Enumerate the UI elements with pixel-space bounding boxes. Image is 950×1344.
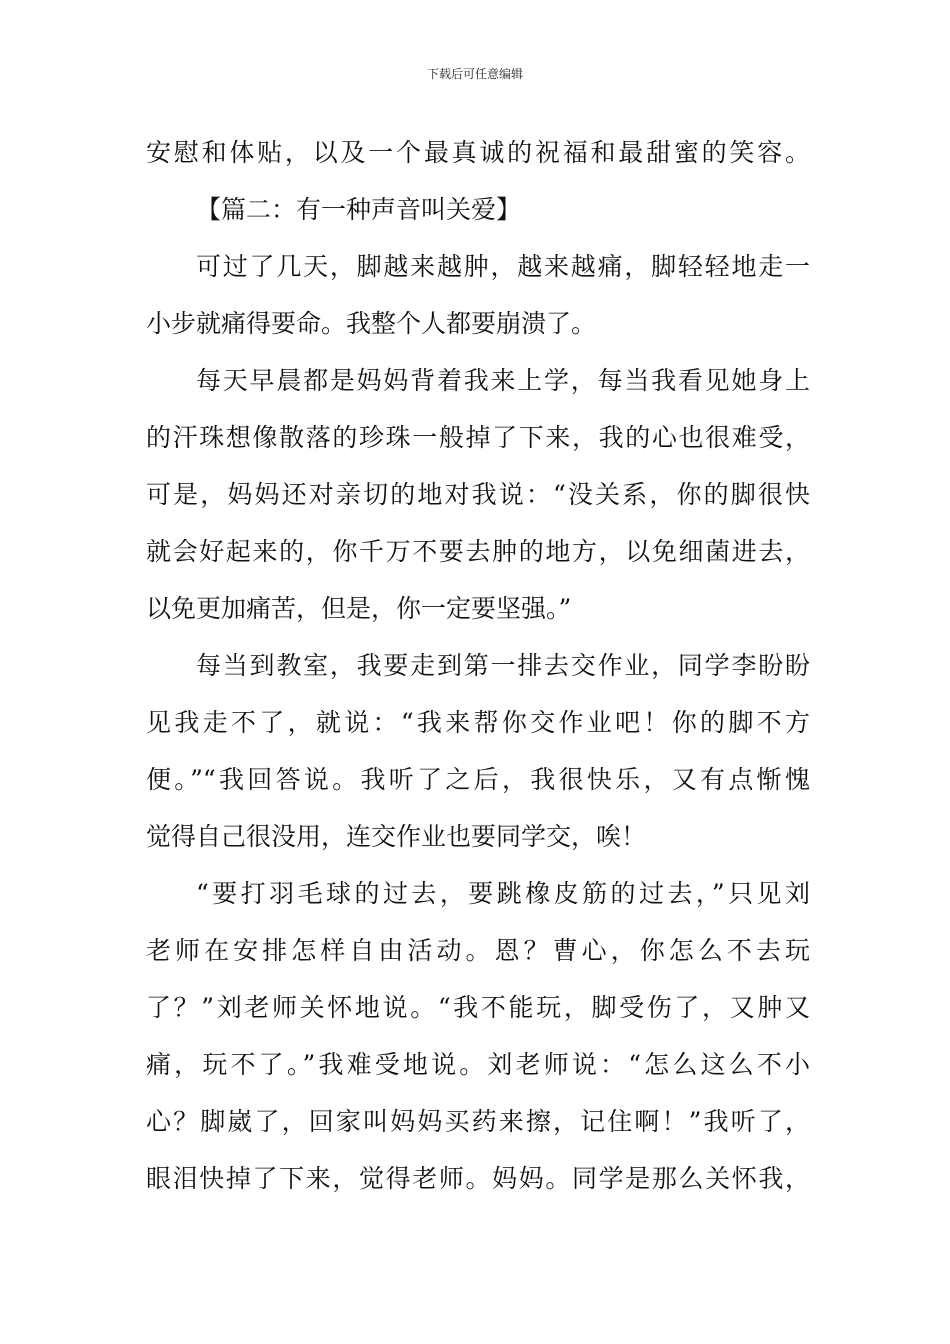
document-body	[146, 124, 810, 1207]
paragraph-line: 便。”“我回答说。我听了之后，我很快乐，又有点惭愧	[146, 765, 810, 794]
paragraph-line: 了？”刘老师关怀地说。“我不能玩，脚受伤了，又肿又	[146, 993, 810, 1022]
paragraph-line: 可过了几天，脚越来越肿，越来越痛，脚轻轻地走一	[196, 252, 810, 281]
paragraph-line: 可是，妈妈还对亲切的地对我说：“没关系，你的脚很快	[146, 480, 810, 509]
paragraph-line: 觉得自己很没用，连交作业也要同学交，唉！	[146, 822, 647, 851]
paragraph-line: 老师在安排怎样自由活动。恩？曹心，你怎么不去玩	[146, 936, 810, 965]
paragraph-line: 见我走不了，就说：“我来帮你交作业吧！你的脚不方	[146, 708, 810, 737]
paragraph-line: 每天早晨都是妈妈背着我来上学，每当我看见她身上	[196, 366, 810, 395]
paragraph-line: 的汗珠想像散落的珍珠一般掉了下来，我的心也很难受，	[146, 423, 810, 452]
paragraph-line: 就会好起来的，你千万不要去肿的地方，以免细菌进去，	[146, 537, 810, 566]
paragraph-line: “要打羽毛球的过去，要跳橡皮筋的过去，”只见刘	[196, 879, 810, 908]
section-heading: 【篇二：有一种声音叫关爱】	[196, 195, 522, 224]
paragraph-line: 小步就痛得要命。我整个人都要崩溃了。	[146, 309, 597, 338]
paragraph-line: 眼泪快掉了下来，觉得老师。妈妈。同学是那么关怀我，	[146, 1164, 810, 1193]
paragraph-line: 每当到教室，我要走到第一排去交作业，同学李盼盼	[196, 651, 810, 680]
page-header: 下载后可任意编辑	[426, 67, 523, 81]
paragraph-line: 以免更加痛苦，但是，你一定要坚强。”	[146, 594, 572, 623]
paragraph-line: 心？脚崴了，回家叫妈妈买药来擦，记住啊！”我听了，	[146, 1107, 810, 1136]
paragraph-line: 安慰和体贴，以及一个最真诚的祝福和最甜蜜的笑容。	[146, 138, 810, 167]
paragraph-line: 痛，玩不了。”我难受地说。刘老师说：“怎么这么不小	[146, 1050, 810, 1079]
